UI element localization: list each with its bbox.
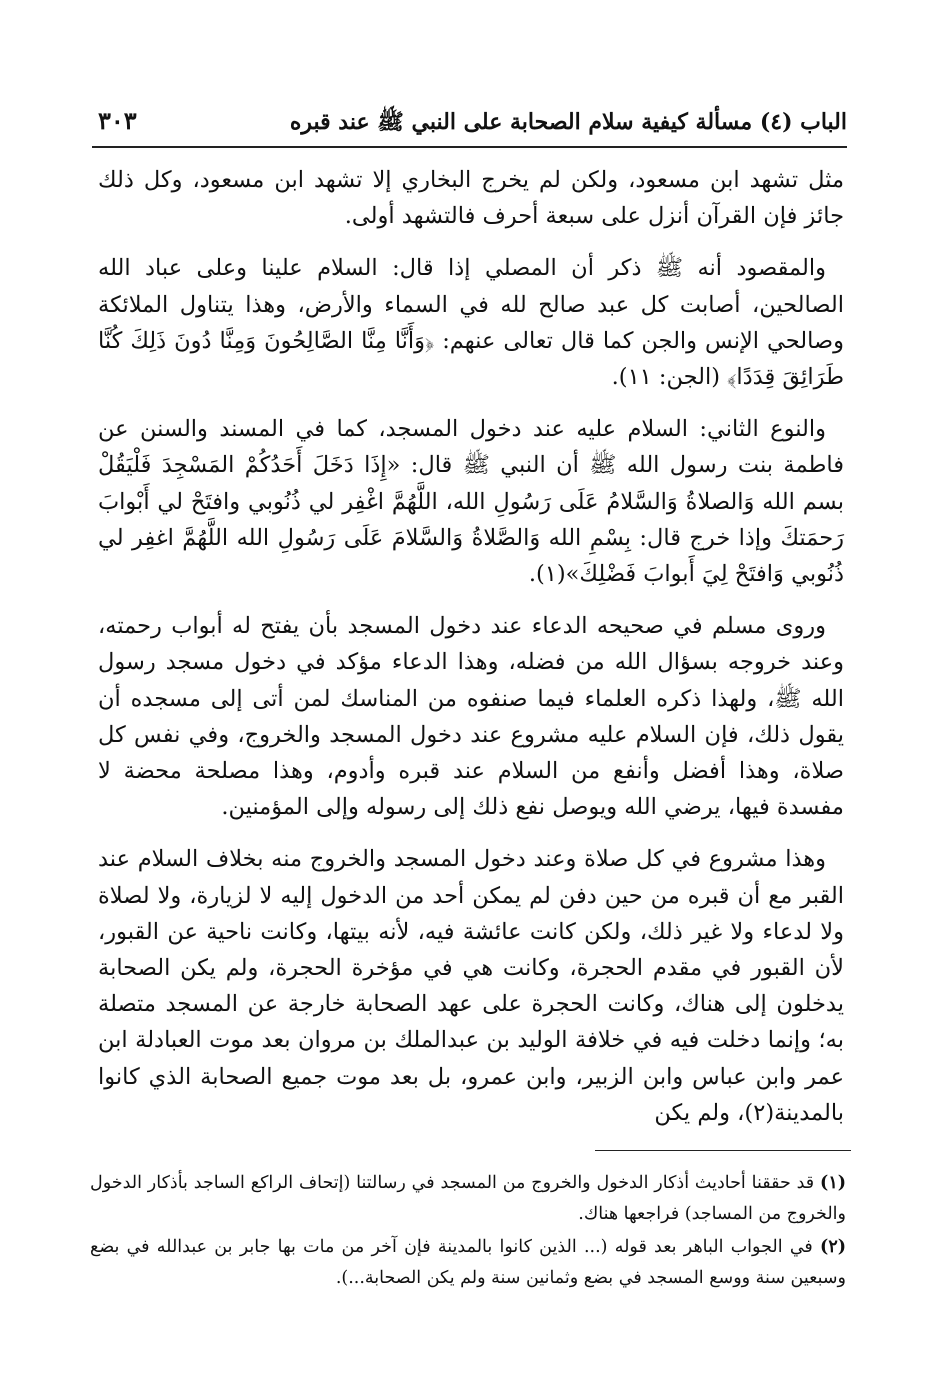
footnote-text: قد حققنا أحاديث أذكار الدخول والخروج من المسجد في رسالتنا (إتحاف الراكع الساجد بأذكار الدخول والخروج من المساجد) فراجعها هناك. <box>90 1173 846 1224</box>
paragraph: وهذا مشروع في كل صلاة وعند دخول المسجد والخروج منه بخلاف السلام عند القبر مع أن قبره من حين دفن لم يمكن أحد من الدخول إليه لا لزيارة، ولا لصلاة ولا لدعاء ولا غير ذلك، ولكن كانت عائشة فيه، لأنه بيتها، وكانت ناحية عن القبور، لأن القبور في مقدم الحجرة، وكانت هي في مؤخرة الحجرة، ولم يكن الصحابة يدخلون إلى هناك، وكانت الحجرة على عهد الصحابة خارجة عن المسجد متصلة به؛ وإنما دخلت فيه في خلافة الوليد بن عبدالملك بن مروان بعد موت العبادلة ابن عمر وابن عباس وابن الزبير، وابن عمرو، بل بعد موت جميع الصحابة الذي كانوا بالمدينة(٢)، ولم يكن <box>98 846 844 1126</box>
page-number: ٣٠٣ <box>98 106 137 135</box>
paragraph: والمقصود أنه ﷺ ذكر أن المصلي إذا قال: السلام علينا وعلى عباد الله الصالحين، أصابت كل عبد صالح لله في السماء والأرض، وهذا يتناول الملائكة وصالحي الإنس والجن كما قال تعالى عنهم: ﴿وَأَنَّا مِنَّا الصَّالِحُونَ وَمِنَّا دُونَ ذَلِكَ كُنَّا طَرَائِقَ قِدَدًا﴾ (الجن: ١١). <box>98 255 844 391</box>
paragraph: مثل تشهد ابن مسعود، ولكن لم يخرج البخاري إلا تشهد ابن مسعود، وكل ذلك جائز فإن القرآن أنزل على سبعة أحرف فالتشهد أولى. <box>98 167 844 230</box>
paragraph: وروى مسلم في صحيحه الدعاء عند دخول المسجد بأن يفتح له أبواب رحمته، وعند خروجه بسؤال الله من فضله، وهذا الدعاء مؤكد في دخول مسجد رسول الله ﷺ، ولهذا ذكره العلماء فيما صنفوه من المناسك لمن أتى إلى مسجده أن يقول ذلك، فإن السلام عليه مشروع عند دخول المسجد والخروج، وفي نفس كل صلاة، وهذا أفضل وأنفع من السلام عند قبره وأدوم، وهذا مصلحة محضة لا مفسدة فيها، يرضي الله ويوصل نفع ذلك إلى رسوله وإلى المؤمنين. <box>98 613 844 821</box>
running-header <box>92 96 847 148</box>
footnote-mark: (٢) <box>820 1237 846 1257</box>
footnote-mark: (١) <box>820 1173 846 1193</box>
footnote <box>90 1168 846 1230</box>
chapter-title: الباب (٤) مسألة كيفية سلام الصحابة على النبي ﷺ عند قبره <box>289 109 847 135</box>
paragraph: والنوع الثاني: السلام عليه عند دخول المسجد، كما في المسند والسنن عن فاطمة بنت رسول الله ﷺ أن النبي ﷺ قال: «إِذَا دَخَلَ أَحَدُكُمْ المَسْجِدَ فَلْيَقُلْ بسم الله وَالصلاةُ وَالسَّلامُ عَلَى رَسُولِ الله، اللَّهُمَّ اغْفِر لي ذُنُوبي وافتَحْ لي أَبْوابَ رَحمَتكَ وإذا خرج قال: بِسْمِ الله وَالصَّلاةُ وَالسَّلامَ عَلَى رَسُولِ الله اللَّهُمَّ اغفِر لي ذُنُوبي وَافتَحْ لِيَ أَبوابَ فَضْلِكَ»(١). <box>98 416 844 588</box>
footnote-separator <box>595 1150 851 1151</box>
footnotes <box>90 1168 846 1296</box>
footnote <box>90 1232 846 1294</box>
footnote-text: في الجواب الباهر بعد قوله (... الذين كانوا بالمدينة فإن آخر من مات بها جابر بن عبدالله في بضع وسبعين سنة ووسع المسجد في بضع وثمانين سنة ولم يكن الصحابة...). <box>90 1237 846 1288</box>
main-text <box>98 162 844 1131</box>
